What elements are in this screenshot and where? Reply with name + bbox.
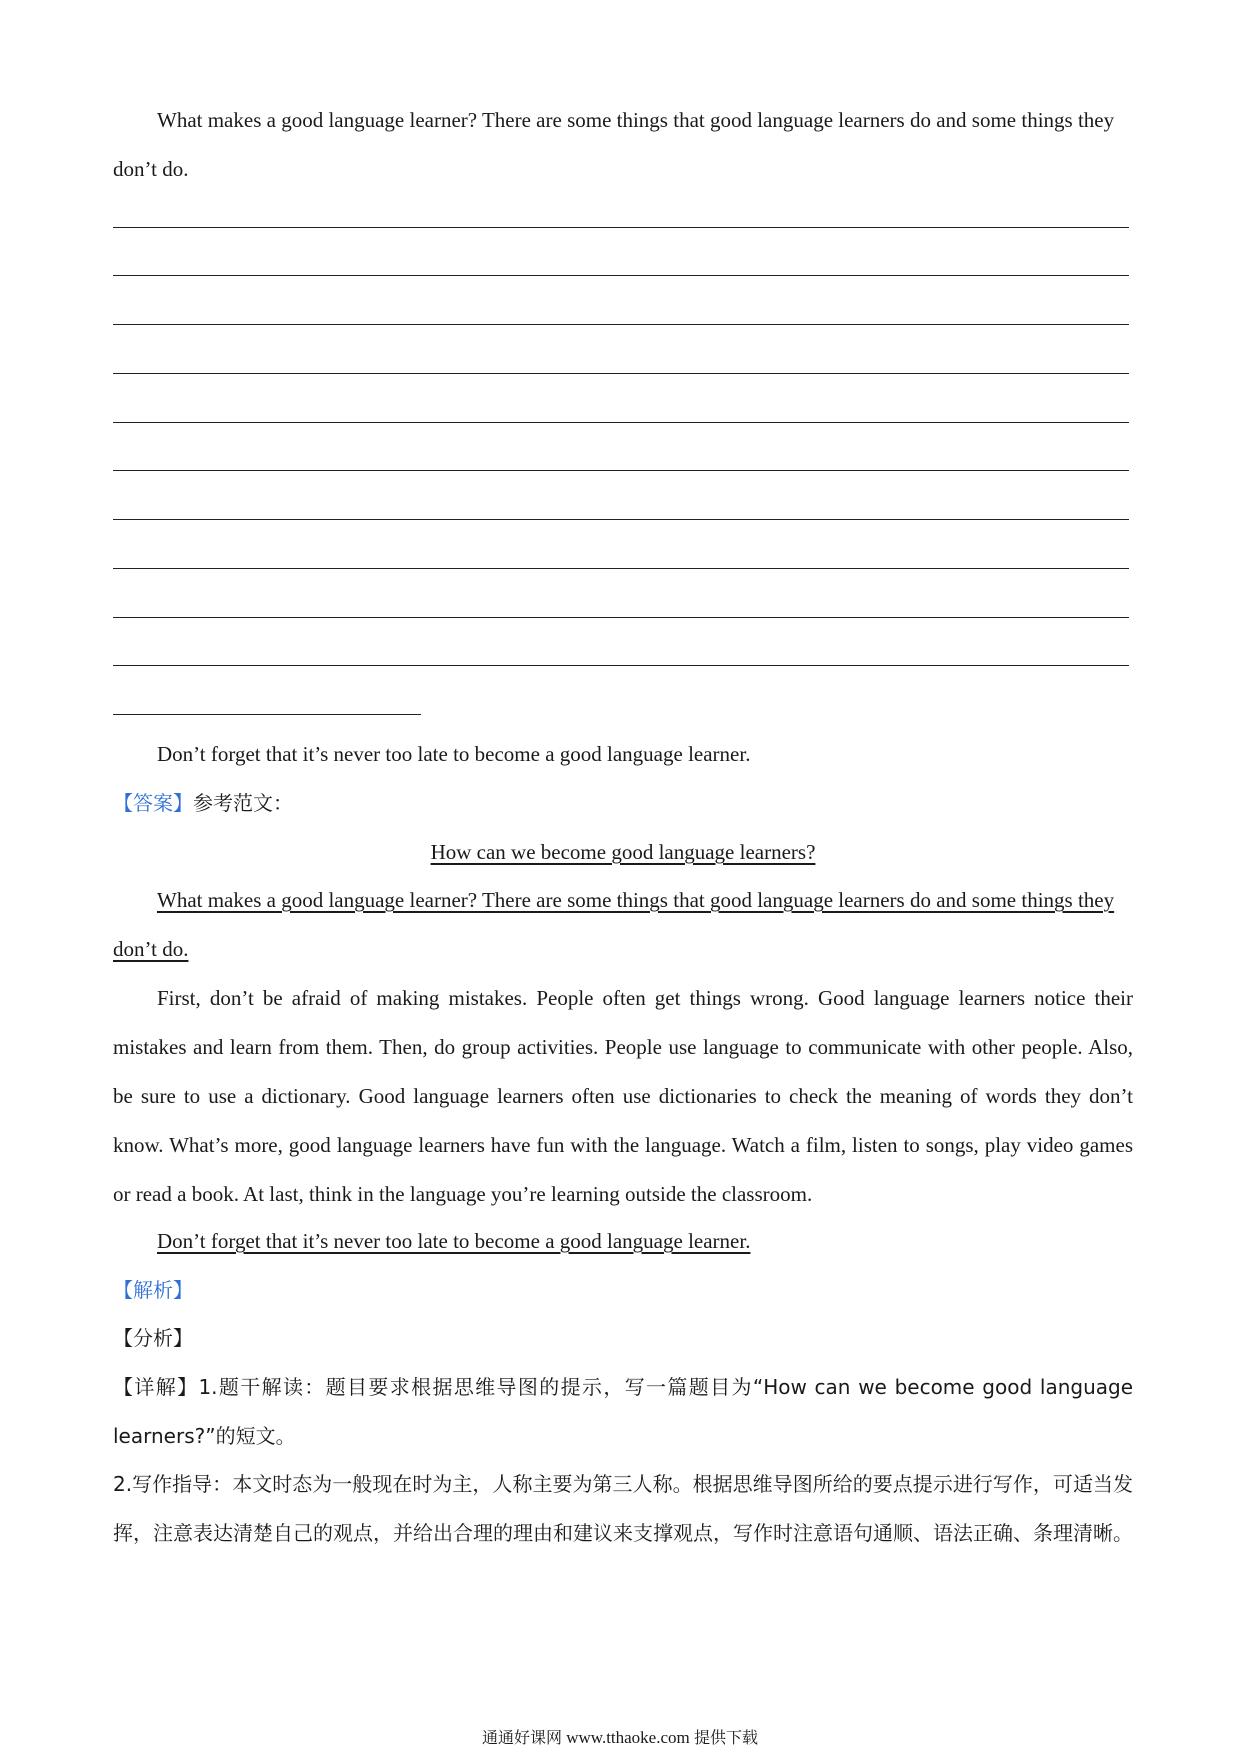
writing-line-last[interactable]: [113, 714, 421, 715]
writing-line[interactable]: [113, 275, 1129, 276]
writing-line[interactable]: [113, 227, 1129, 228]
footer-site-name: 通通好课网: [481, 1728, 562, 1747]
essay-intro: What makes a good language learner? There are some things that good language learners do and some things they don’t do.: [113, 888, 1115, 961]
writing-line[interactable]: [113, 470, 1129, 471]
detail-tag: 【详解】: [113, 1375, 199, 1399]
prompt-closing: Don’t forget that it’s never too late to become a good language learner.: [157, 742, 751, 766]
writing-line[interactable]: [113, 617, 1129, 618]
answer-label: 参考范文：: [193, 791, 293, 815]
point-1-text: 1.题干解读：题目要求根据思维导图的提示，写一篇题目为“How can we become good language learners?”的短文。: [113, 1375, 1134, 1448]
analysis-point-2: 2.写作指导：本文时态为一般现在时为主，人称主要为第三人称。根据思维导图所给的要点提示进行写作，可适当发挥，注意表达清楚自己的观点，并给出合理的理由和建议来支撑观点，写作时注意语句通顺、语法正确、条理清晰。: [113, 1472, 1133, 1545]
writing-line[interactable]: [113, 373, 1129, 374]
prompt-intro: What makes a good language learner? There are some things that good language learners do and some things they don’t do.: [113, 108, 1115, 181]
writing-line[interactable]: [113, 422, 1129, 423]
writing-line[interactable]: [113, 568, 1129, 569]
writing-line[interactable]: [113, 665, 1129, 666]
footer-suffix: 提供下载: [694, 1728, 759, 1747]
analysis-sub-tag: 【分析】: [113, 1326, 193, 1350]
page-footer: [0, 1726, 1240, 1750]
analysis-point-1: [113, 1363, 1133, 1461]
essay-body: First, don’t be afraid of making mistakes. People often get things wrong. Good language learners notice their mistakes and learn from them. Then, do group activities. People use language to communicate with other people. Also, be sure to use a dictionary. Good language learners often use dictionaries to check the meaning of words they don’t know. What’s more, good language learners have fun with the language. Watch a film, listen to songs, play video games or read a book. At last, think in the language you’re learning outside the classroom.: [113, 986, 1133, 1206]
writing-line[interactable]: [113, 519, 1129, 520]
footer-url[interactable]: www.tthaoke.com: [566, 1728, 690, 1747]
answer-tag: 【答案】: [113, 791, 193, 815]
essay-closing: Don’t forget that it’s never too late to become a good language learner.: [157, 1229, 751, 1253]
essay-title: How can we become good language learners?: [430, 840, 816, 864]
analysis-tag: 【解析】: [113, 1278, 193, 1302]
answer-header: [113, 779, 1133, 828]
writing-line[interactable]: [113, 324, 1129, 325]
